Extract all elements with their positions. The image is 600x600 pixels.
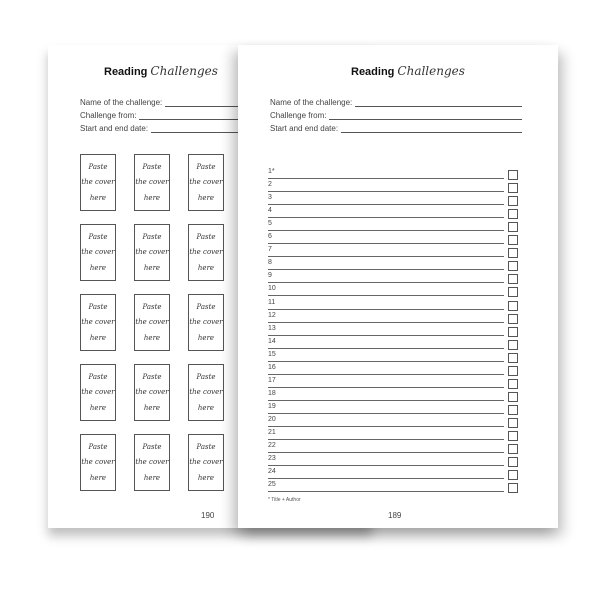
cover-placeholder[interactable] [188, 154, 224, 211]
checkbox[interactable] [508, 183, 518, 193]
cover-label: Paste [196, 372, 216, 381]
checkbox[interactable] [508, 235, 518, 245]
book-entry-line[interactable]: 13 [268, 323, 504, 336]
cover-placeholder[interactable] [188, 364, 224, 421]
cover-label: the cover [81, 318, 115, 327]
cover-label: Paste [196, 162, 216, 171]
cover-label: the cover [135, 178, 169, 187]
cover-label: the cover [189, 458, 223, 467]
form-field[interactable] [270, 98, 522, 107]
field-label: Start and end date: [80, 124, 149, 133]
book-entry-line[interactable]: 5 [268, 218, 504, 231]
cover-label: here [143, 334, 161, 343]
form-field[interactable] [270, 124, 522, 133]
cover-placeholder[interactable] [188, 434, 224, 491]
checkbox[interactable] [508, 470, 518, 480]
cover-placeholder[interactable] [188, 294, 224, 351]
book-entry-line[interactable]: 9 [268, 270, 504, 283]
cover-placeholder[interactable] [134, 364, 170, 421]
cover-label: Paste [142, 232, 162, 241]
cover-label: the cover [81, 458, 115, 467]
book-entry-line[interactable]: 18 [268, 388, 504, 401]
cover-label: Paste [88, 372, 108, 381]
field-label: Name of the challenge: [80, 98, 163, 107]
cover-label: Paste [142, 372, 162, 381]
cover-placeholder[interactable] [80, 154, 116, 211]
cover-label: here [197, 334, 215, 343]
checkbox[interactable] [508, 248, 518, 258]
book-entry-line[interactable]: 12 [268, 310, 504, 323]
title-bold: Reading [351, 66, 395, 78]
checkbox[interactable] [508, 274, 518, 284]
cover-label: here [143, 404, 161, 413]
book-entry-line[interactable]: 22 [268, 440, 504, 453]
field-label: Name of the challenge: [270, 98, 353, 107]
book-entry-line[interactable]: 25 [268, 479, 504, 492]
cover-label: Paste [196, 302, 216, 311]
cover-label: here [89, 404, 107, 413]
cover-placeholder[interactable] [80, 224, 116, 281]
cover-label: the cover [135, 458, 169, 467]
cover-label: Paste [88, 302, 108, 311]
cover-label: Paste [88, 162, 108, 171]
cover-label: the cover [135, 248, 169, 257]
cover-label: Paste [88, 232, 108, 241]
field-label: Challenge from: [270, 111, 327, 120]
cover-label: Paste [88, 442, 108, 451]
cover-label: the cover [135, 318, 169, 327]
book-entry-line[interactable]: 15 [268, 349, 504, 362]
checkbox[interactable] [508, 327, 518, 337]
field-input-line[interactable] [355, 99, 522, 107]
checkbox[interactable] [508, 483, 518, 493]
cover-label: Paste [196, 232, 216, 241]
cover-label: here [89, 474, 107, 483]
field-input-line[interactable] [329, 112, 522, 120]
checkbox[interactable] [508, 431, 518, 441]
cover-label: here [89, 194, 107, 203]
book-entry-line[interactable]: 4 [268, 205, 504, 218]
checkbox[interactable] [508, 196, 518, 206]
book-entry-line[interactable]: 23 [268, 453, 504, 466]
cover-placeholder[interactable] [80, 434, 116, 491]
cover-placeholder[interactable] [134, 154, 170, 211]
book-entry-line[interactable]: 17 [268, 375, 504, 388]
cover-placeholder[interactable] [134, 224, 170, 281]
book-entry-line[interactable]: 11 [268, 297, 504, 310]
cover-label: here [197, 264, 215, 273]
cover-label: the cover [189, 248, 223, 257]
cover-label: here [143, 194, 161, 203]
cover-label: here [143, 474, 161, 483]
form-field[interactable] [270, 111, 522, 120]
checkbox[interactable] [508, 287, 518, 297]
cover-label: here [89, 264, 107, 273]
book-entry-line[interactable]: 19 [268, 401, 504, 414]
cover-label: Paste [142, 442, 162, 451]
cover-label: the cover [81, 388, 115, 397]
checkbox[interactable] [508, 301, 518, 311]
checkbox[interactable] [508, 405, 518, 415]
page-number: 189 [388, 511, 402, 520]
book-entry-line[interactable]: 20 [268, 414, 504, 427]
cover-placeholder[interactable] [80, 364, 116, 421]
cover-label: the cover [135, 388, 169, 397]
checkbox[interactable] [508, 222, 518, 232]
cover-placeholder[interactable] [188, 224, 224, 281]
book-entry-line[interactable]: 21 [268, 427, 504, 440]
cover-label: the cover [189, 318, 223, 327]
cover-label: here [197, 194, 215, 203]
field-label: Start and end date: [270, 124, 339, 133]
cover-label: Paste [142, 162, 162, 171]
footnote: * Title + Author [268, 497, 301, 503]
cover-label: here [197, 474, 215, 483]
cover-placeholder[interactable] [80, 294, 116, 351]
page-title [351, 64, 465, 78]
page-title [104, 64, 218, 78]
checkbox[interactable] [508, 170, 518, 180]
book-entry-line[interactable]: 24 [268, 466, 504, 479]
book-entry-line[interactable]: 6 [268, 231, 504, 244]
cover-label: here [197, 404, 215, 413]
checkbox[interactable] [508, 392, 518, 402]
book-entry-line[interactable]: 16 [268, 362, 504, 375]
book-entry-line[interactable]: 2 [268, 179, 504, 192]
checkbox[interactable] [508, 444, 518, 454]
cover-placeholder[interactable] [134, 294, 170, 351]
front-page [238, 45, 558, 528]
checkbox[interactable] [508, 379, 518, 389]
cover-placeholder[interactable] [134, 434, 170, 491]
book-entry-line[interactable]: 14 [268, 336, 504, 349]
checkbox[interactable] [508, 314, 518, 324]
checkbox[interactable] [508, 261, 518, 271]
cover-label: here [143, 264, 161, 273]
checkbox[interactable] [508, 353, 518, 363]
field-label: Challenge from: [80, 111, 137, 120]
cover-label: the cover [81, 248, 115, 257]
cover-label: Paste [142, 302, 162, 311]
title-script: Challenges [397, 64, 465, 78]
book-entry-line[interactable]: 7 [268, 244, 504, 257]
book-entry-line[interactable]: 1* [268, 166, 504, 179]
checkbox[interactable] [508, 366, 518, 376]
checkbox[interactable] [508, 209, 518, 219]
checkbox[interactable] [508, 457, 518, 467]
book-entry-line[interactable]: 3 [268, 192, 504, 205]
cover-label: the cover [189, 388, 223, 397]
cover-label: here [89, 334, 107, 343]
field-input-line[interactable] [341, 125, 522, 133]
title-bold: Reading [104, 66, 148, 78]
cover-label: the cover [189, 178, 223, 187]
checkbox[interactable] [508, 418, 518, 428]
cover-label: Paste [196, 442, 216, 451]
book-entry-line[interactable]: 10 [268, 283, 504, 296]
checkbox[interactable] [508, 340, 518, 350]
book-entry-line[interactable]: 8 [268, 257, 504, 270]
title-script: Challenges [150, 64, 218, 78]
cover-label: the cover [81, 178, 115, 187]
page-number: 190 [201, 511, 215, 520]
